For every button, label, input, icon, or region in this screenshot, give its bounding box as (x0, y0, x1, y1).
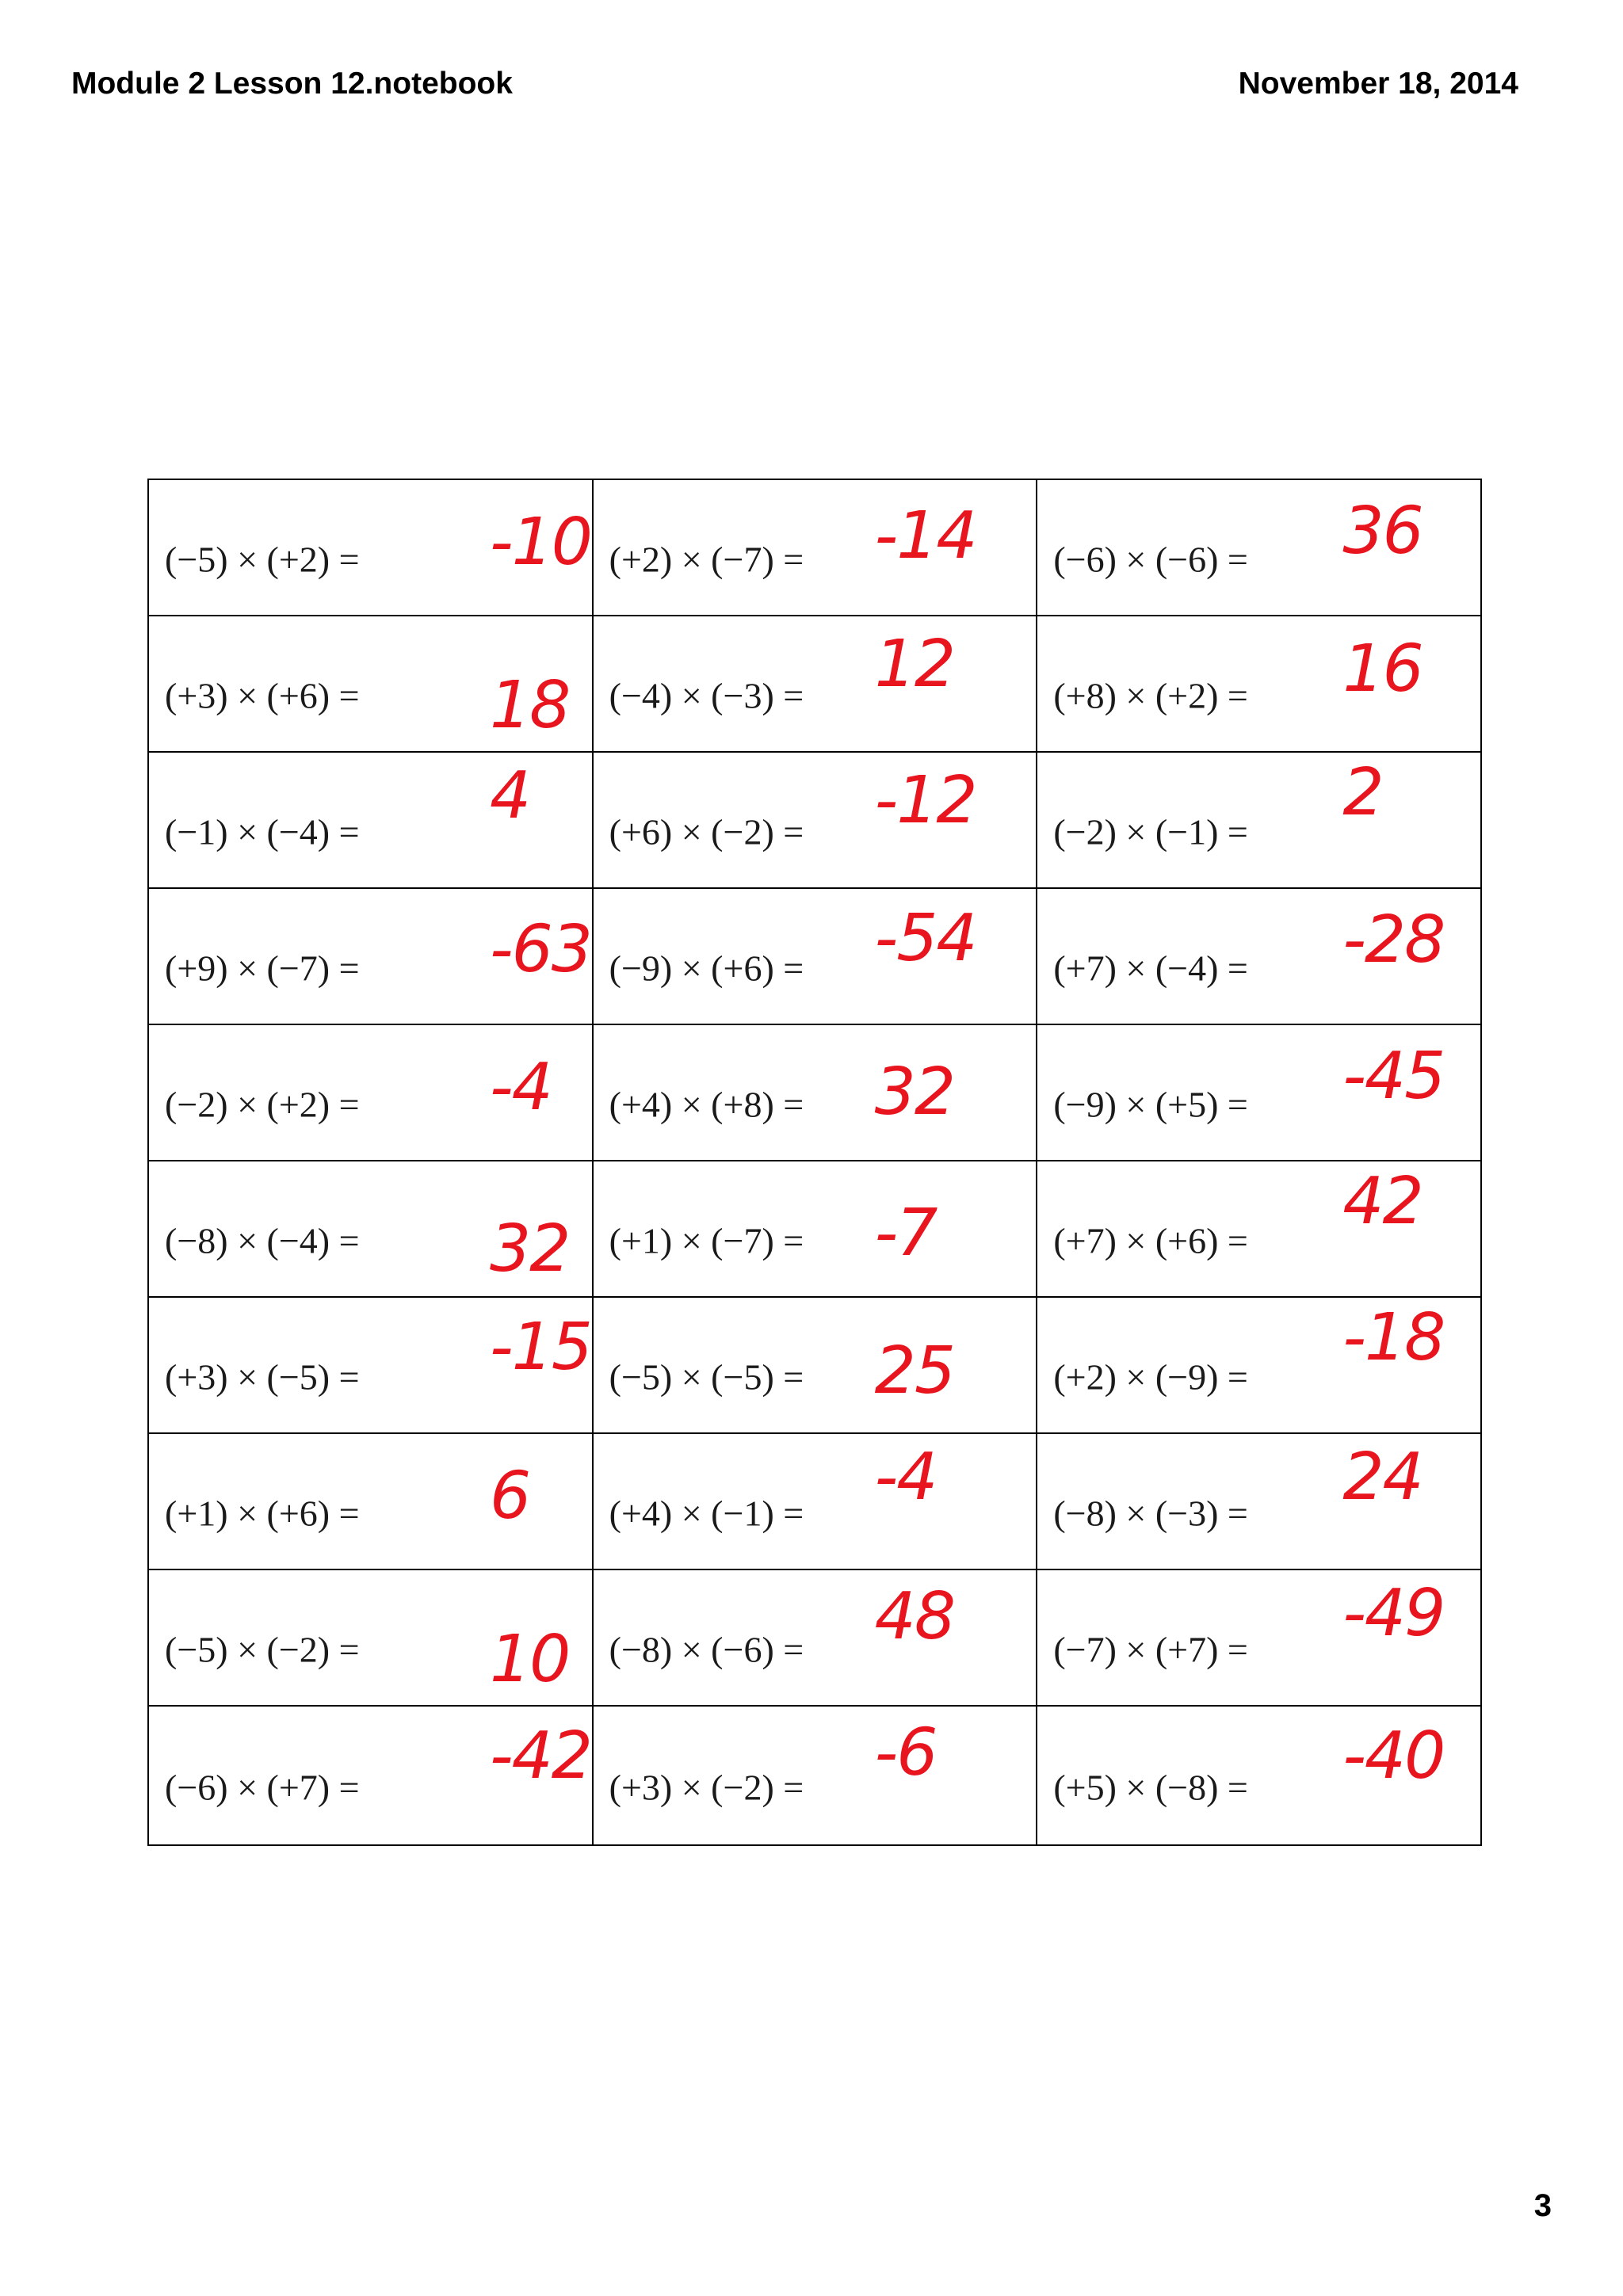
problem-expression: (−9) × (+6) = (609, 948, 804, 989)
problem-expression: (+2) × (−9) = (1053, 1356, 1248, 1398)
handwritten-answer: 4 (490, 758, 530, 833)
problem-cell (148, 1161, 593, 1297)
problem-expression: (−8) × (−6) = (609, 1629, 804, 1670)
problem-cell (1037, 479, 1481, 616)
problem-cell (1037, 616, 1481, 752)
notebook-title: Module 2 Lesson 12.notebook (71, 67, 513, 101)
problem-cell (148, 1569, 593, 1706)
problem-expression: (+9) × (−7) = (165, 948, 360, 989)
problem-cell (148, 1706, 593, 1845)
problem-cell (1037, 752, 1481, 888)
problem-expression: (−7) × (+7) = (1053, 1629, 1248, 1670)
page-header (71, 62, 1518, 106)
problem-cell (148, 752, 593, 888)
problem-expression: (−4) × (−3) = (609, 675, 804, 716)
handwritten-answer: -18 (1342, 1300, 1445, 1375)
problem-expression: (−5) × (−2) = (165, 1629, 360, 1670)
problem-expression: (+7) × (−4) = (1053, 948, 1248, 989)
problem-expression: (−6) × (−6) = (1053, 539, 1248, 580)
problem-expression: (−1) × (−4) = (165, 811, 360, 852)
problem-expression: (+8) × (+2) = (1053, 675, 1248, 716)
handwritten-answer: -42 (490, 1718, 591, 1794)
handwritten-answer: -14 (874, 498, 976, 574)
problem-cell (1037, 1161, 1481, 1297)
problem-expression: (−2) × (−1) = (1053, 811, 1248, 852)
table-row (148, 616, 1481, 752)
problem-expression: (−8) × (−4) = (165, 1220, 360, 1261)
table-row (148, 1706, 1481, 1845)
problem-expression: (−5) × (+2) = (165, 539, 360, 580)
handwritten-answer: -4 (874, 1440, 937, 1515)
problem-expression: (−6) × (+7) = (165, 1767, 360, 1808)
handwritten-answer: -4 (490, 1050, 552, 1125)
table-row (148, 752, 1481, 888)
problem-expression: (−5) × (−5) = (609, 1356, 804, 1398)
handwritten-answer: -63 (490, 912, 591, 987)
table-row (148, 1433, 1481, 1569)
handwritten-answer: 25 (874, 1333, 954, 1409)
handwritten-answer: 36 (1342, 494, 1423, 569)
problem-cell (593, 1706, 1037, 1845)
page-number: 3 (1533, 2188, 1552, 2223)
handwritten-answer: -40 (1342, 1718, 1445, 1794)
problem-cell (1037, 888, 1481, 1024)
problem-expression: (+7) × (+6) = (1053, 1220, 1248, 1261)
problem-expression: (+5) × (−8) = (1053, 1767, 1248, 1808)
table-row (148, 1297, 1481, 1433)
problem-cell (593, 752, 1037, 888)
problem-cell (1037, 1024, 1481, 1161)
notebook-date: November 18, 2014 (1238, 67, 1518, 101)
handwritten-answer: 24 (1342, 1440, 1423, 1515)
problem-cell (148, 479, 593, 616)
problem-cell (148, 888, 593, 1024)
table-row (148, 1161, 1481, 1297)
problem-cell (148, 1433, 593, 1569)
handwritten-answer: -28 (1342, 902, 1445, 978)
problem-cell (1037, 1706, 1481, 1845)
table-row (148, 1024, 1481, 1161)
handwritten-answer: -12 (874, 763, 976, 838)
problem-cell (593, 888, 1037, 1024)
problem-expression: (+2) × (−7) = (609, 539, 804, 580)
problem-cell (593, 1024, 1037, 1161)
problem-expression: (+4) × (−1) = (609, 1493, 804, 1534)
problem-expression: (+3) × (+6) = (165, 675, 360, 716)
handwritten-answer: -49 (1342, 1576, 1445, 1651)
handwritten-answer: 16 (1342, 631, 1423, 707)
handwritten-answer: -6 (874, 1715, 937, 1791)
problem-expression: (+3) × (−5) = (165, 1356, 360, 1398)
handwritten-answer: -54 (874, 901, 976, 976)
handwritten-answer: -15 (490, 1310, 591, 1385)
problem-expression: (+3) × (−2) = (609, 1767, 804, 1808)
handwritten-answer: 32 (490, 1211, 570, 1287)
handwritten-answer: 18 (490, 668, 570, 743)
problem-cell (148, 1024, 593, 1161)
problem-cell (593, 1161, 1037, 1297)
handwritten-answer: -45 (1342, 1039, 1445, 1114)
problem-cell (148, 1297, 593, 1433)
problem-cell (593, 1297, 1037, 1433)
handwritten-answer: -7 (874, 1196, 937, 1271)
problem-cell (593, 1433, 1037, 1569)
problem-cell (593, 479, 1037, 616)
handwritten-answer: -10 (490, 505, 591, 580)
multiplication-worksheet-table (147, 479, 1482, 1846)
problem-expression: (−2) × (+2) = (165, 1084, 360, 1125)
problem-expression: (−9) × (+5) = (1053, 1084, 1248, 1125)
problem-cell (593, 1569, 1037, 1706)
problem-cell (1037, 1297, 1481, 1433)
table-row (148, 1569, 1481, 1706)
handwritten-answer: 48 (874, 1579, 954, 1654)
handwritten-answer: 32 (874, 1055, 954, 1130)
problem-expression: (+6) × (−2) = (609, 811, 804, 852)
handwritten-answer: 42 (1342, 1164, 1423, 1239)
handwritten-answer: 10 (490, 1622, 570, 1697)
problem-cell (1037, 1433, 1481, 1569)
problem-expression: (+1) × (−7) = (609, 1220, 804, 1261)
problem-expression: (+4) × (+8) = (609, 1084, 804, 1125)
handwritten-answer: 6 (490, 1459, 530, 1534)
table-row (148, 479, 1481, 616)
problem-expression: (+1) × (+6) = (165, 1493, 360, 1534)
table-row (148, 888, 1481, 1024)
problem-cell (1037, 1569, 1481, 1706)
problem-expression: (−8) × (−3) = (1053, 1493, 1248, 1534)
problem-cell (593, 616, 1037, 752)
problem-cell (148, 616, 593, 752)
handwritten-answer: 12 (874, 627, 954, 702)
handwritten-answer: 2 (1342, 755, 1383, 830)
